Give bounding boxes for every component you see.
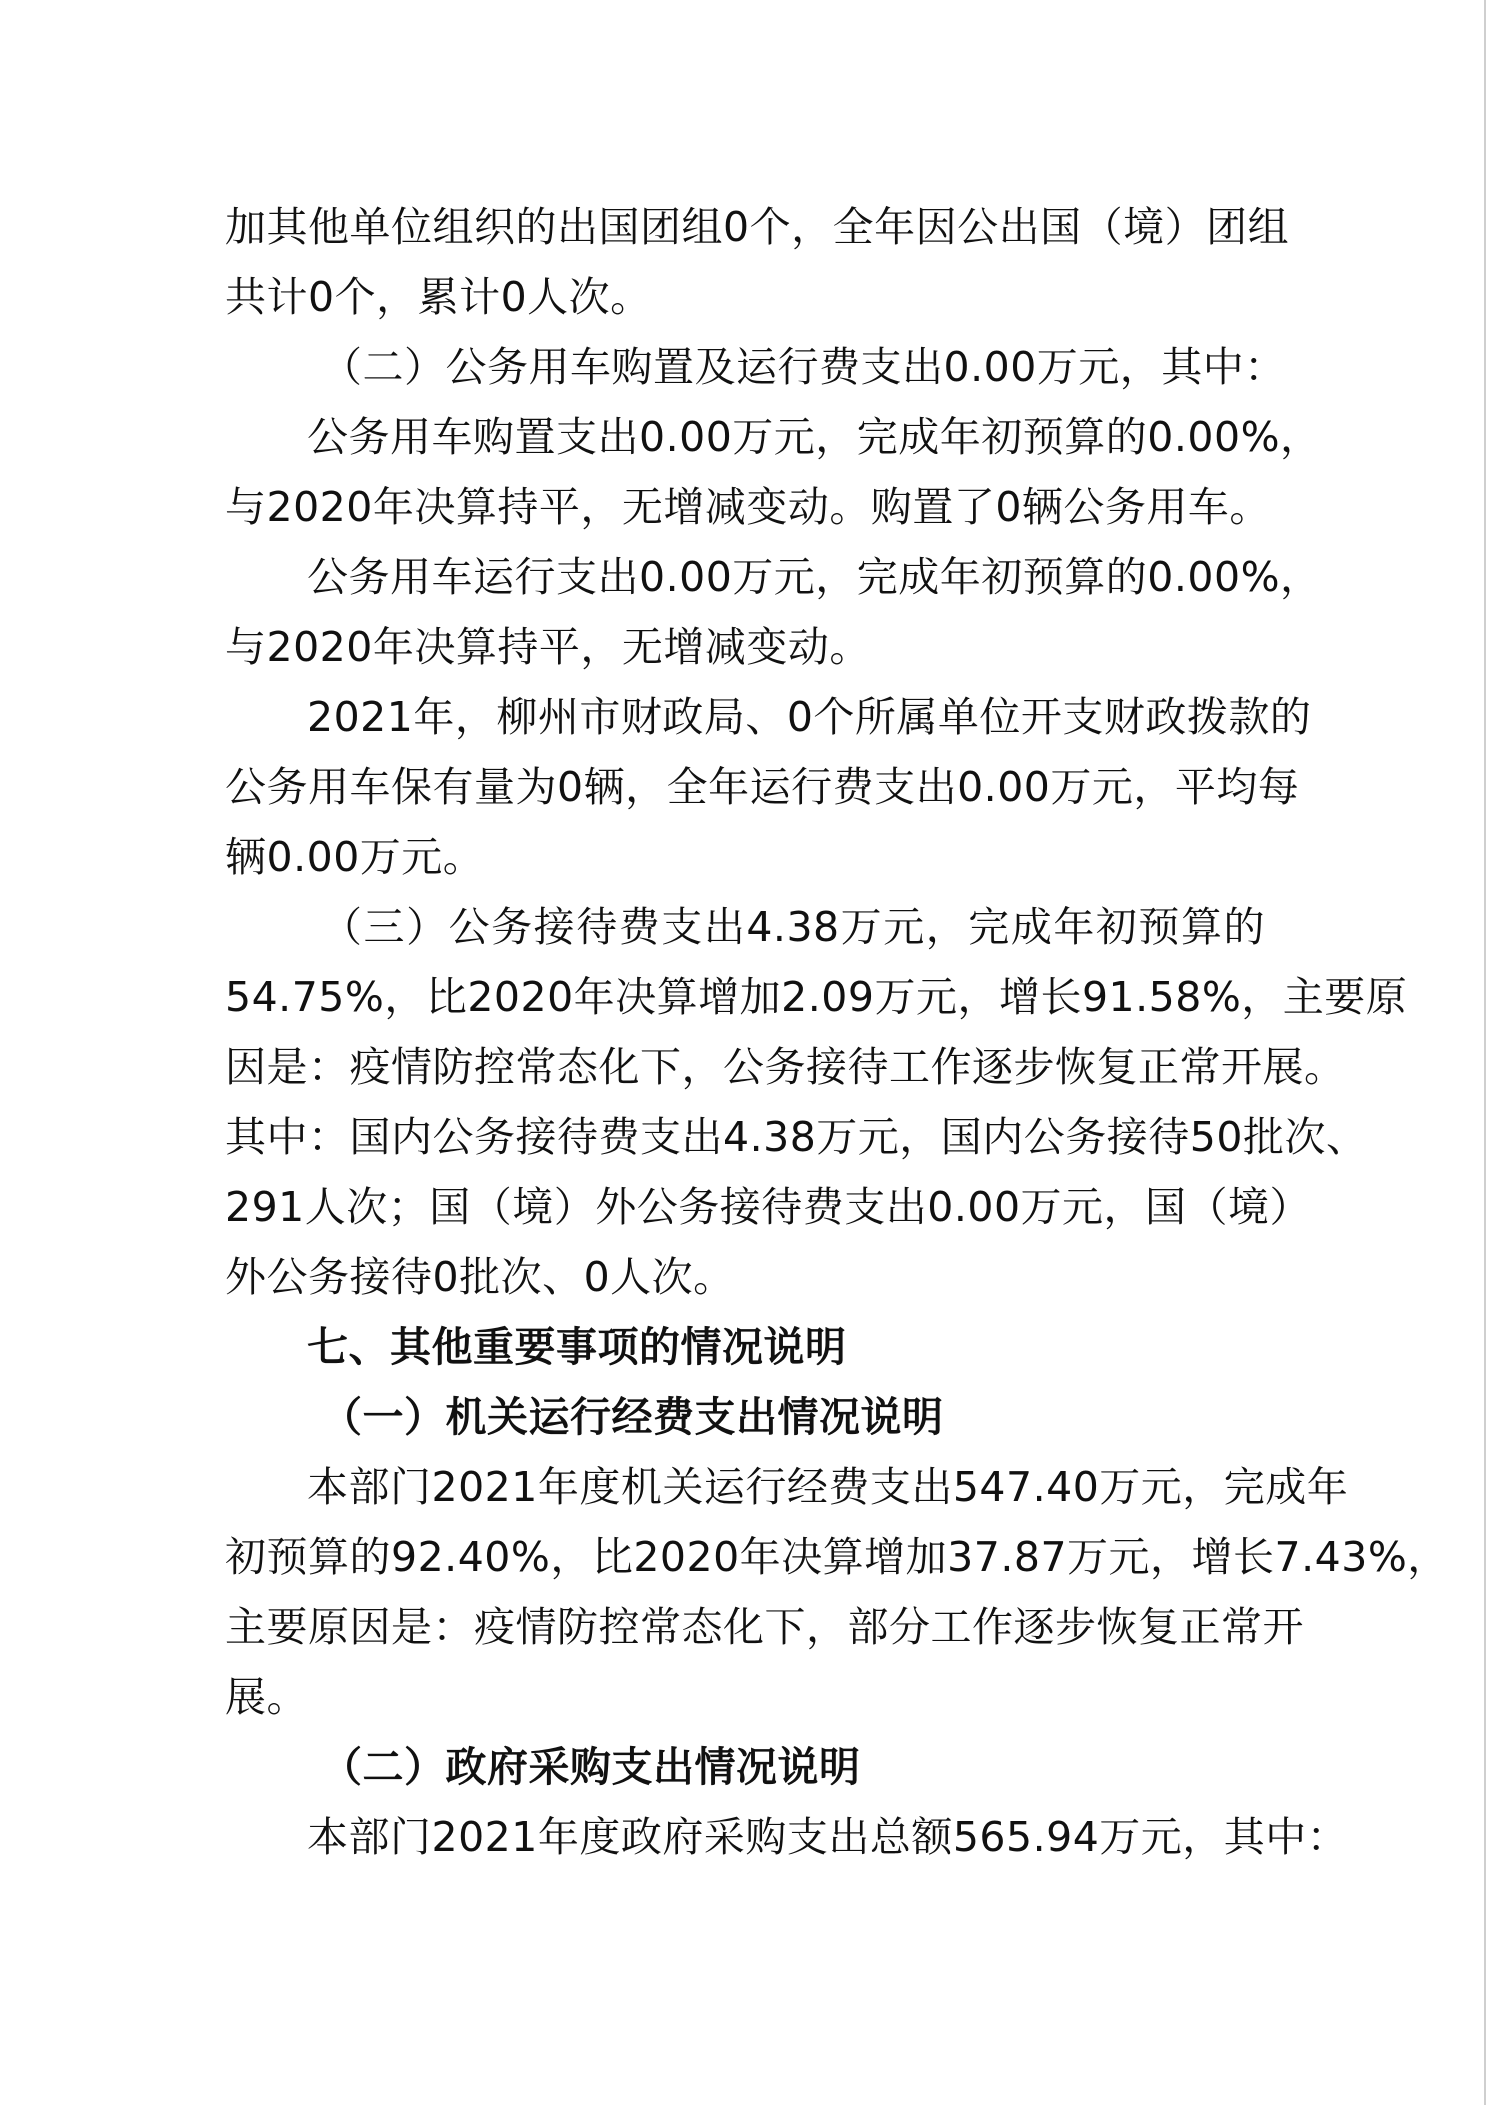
paragraph-line: 加其他单位组织的出国团组0个，全年因公出国（境）团组 xyxy=(225,203,1290,251)
paragraph-line: 外公务接待0批次、0人次。 xyxy=(225,1253,735,1301)
paragraph-line: 公务用车运行支出0.00万元，完成年初预算的0.00%， xyxy=(307,553,1322,601)
paragraph-line: 其中：国内公务接待费支出4.38万元，国内公务接待50批次、 xyxy=(225,1113,1368,1161)
paragraph-line: 2021年，柳州市财政局、0个所属单位开支财政拨款的 xyxy=(307,693,1312,741)
paragraph-line: 辆0.00万元。 xyxy=(225,833,485,881)
document-body xyxy=(225,192,1449,1872)
subsection-heading: （一）机关运行经费支出情况说明 xyxy=(321,1393,944,1441)
paragraph-line: 初预算的92.40%，比2020年决算增加37.87万元，增长7.43%， xyxy=(225,1533,1449,1581)
paragraph-line: 主要原因是：疫情防控常态化下，部分工作逐步恢复正常开 xyxy=(225,1603,1304,1651)
paragraph-line: 公务用车保有量为0辆，全年运行费支出0.00万元，平均每 xyxy=(225,763,1300,811)
paragraph-line: 本部门2021年度机关运行经费支出547.40万元，完成年 xyxy=(307,1463,1349,1511)
paragraph-line: 与2020年决算持平，无增减变动。购置了0辆公务用车。 xyxy=(225,483,1271,531)
paragraph-line: 与2020年决算持平，无增减变动。 xyxy=(225,623,871,671)
section-heading: 七、其他重要事项的情况说明 xyxy=(307,1323,847,1371)
subsection-heading: （二）政府采购支出情况说明 xyxy=(321,1743,861,1791)
page-edge-divider xyxy=(1484,0,1486,2105)
paragraph-line: 公务用车购置支出0.00万元，完成年初预算的0.00%， xyxy=(307,413,1322,461)
subsection-line: （三）公务接待费支出4.38万元，完成年初预算的 xyxy=(321,903,1265,951)
paragraph-line: 本部门2021年度政府采购支出总额565.94万元，其中： xyxy=(307,1813,1349,1861)
paragraph-line: 54.75%，比2020年决算增加2.09万元，增长91.58%，主要原 xyxy=(225,973,1408,1021)
paragraph-line: 展。 xyxy=(225,1673,308,1721)
paragraph-line: 共计0个，累计0人次。 xyxy=(225,273,652,321)
subsection-line: （二）公务用车购置及运行费支出0.00万元，其中： xyxy=(321,343,1286,391)
paragraph-line: 因是：疫情防控常态化下，公务接待工作逐步恢复正常开展。 xyxy=(225,1043,1346,1091)
paragraph-line: 291人次；国（境）外公务接待费支出0.00万元，国（境） xyxy=(225,1183,1312,1231)
